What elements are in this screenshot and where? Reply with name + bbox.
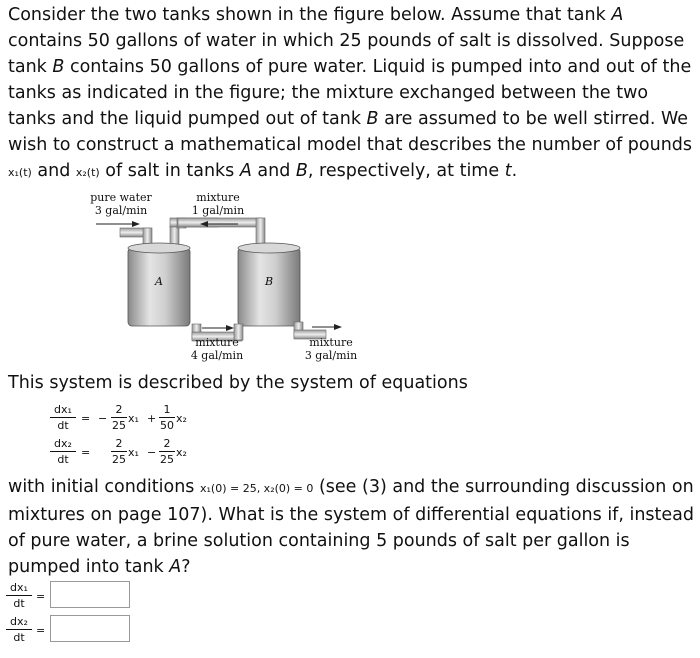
- numerator: dx₂: [10, 615, 28, 628]
- answer-dx2-input[interactable]: [50, 615, 130, 642]
- text-run: contains 50 gallons of water in which 25 pounds of salt is dissolved. Suppose tank: [8, 31, 685, 77]
- text-run: (see (3) and the surrounding discussion on mixtures on page 107). What is the system of differential equations if, instead of pure water, a brine solution containing 5 pounds of salt per gallon is pumped into tank: [8, 477, 694, 577]
- system-sentence: This system is described by the system of equations: [8, 373, 468, 393]
- x2-of-t: x₂(t): [75, 166, 100, 179]
- numerator: dx₁: [10, 581, 28, 594]
- denominator: 25: [112, 419, 126, 432]
- dx1-dt-fraction: [50, 403, 76, 432]
- numerator: 1: [163, 403, 171, 416]
- top-exchange-label-line2: 1 gal/min: [191, 204, 245, 217]
- denominator: dt: [13, 631, 25, 644]
- dx2-dt-fraction: [50, 437, 76, 466]
- inflow-label: [86, 191, 156, 217]
- text-run: Consider the two tanks shown in the figure below. Assume that tank: [8, 5, 612, 25]
- plus-sign: +: [147, 412, 157, 425]
- numerator: dx₁: [54, 403, 72, 416]
- denominator: dt: [57, 453, 69, 466]
- text-run: and: [251, 161, 296, 181]
- coef-1-50: [159, 403, 175, 432]
- text-run: of salt in tanks: [99, 161, 240, 181]
- x2-term: x₂: [176, 446, 187, 459]
- answer-dx1-input[interactable]: [50, 581, 130, 608]
- initial-conditions: x₁(0) = 25, x₂(0) = 0: [199, 482, 314, 495]
- answer-dx1-dt: [6, 581, 32, 610]
- text-run: ?: [181, 557, 191, 577]
- x1-term: x₁: [128, 412, 139, 425]
- x2-term: x₂: [176, 412, 187, 425]
- text-run: contains 50 gallons of pure water. Liquid is pumped into and out of the tanks as indicated in the figure; the mixture exchanged between the two tanks and the liquid pumped out of tank: [8, 57, 692, 129]
- minus-sign: −: [98, 412, 108, 425]
- tank-b-ref: B: [52, 57, 65, 77]
- denominator: 25: [112, 453, 126, 466]
- tank-b-ref: B: [295, 161, 308, 181]
- tank-a-ref: A: [169, 557, 182, 577]
- text-run: are assumed to be well stirred. We wish to construct a mathematical model that describes the number of pounds: [8, 109, 693, 155]
- numerator: dx₂: [54, 437, 72, 450]
- text-run: , respectively, at time: [307, 161, 505, 181]
- problem-statement: [8, 2, 698, 186]
- text-run: with initial conditions: [8, 477, 200, 497]
- outflow-label: [298, 336, 364, 362]
- tank-b-ref: B: [366, 109, 379, 129]
- top-exchange-label: [188, 191, 248, 217]
- coef-2-25: [111, 437, 127, 466]
- outflow-label-line2: 3 gal/min: [304, 349, 358, 362]
- equals-sign: =: [81, 412, 91, 425]
- denominator: dt: [57, 419, 69, 432]
- outflow-arrowhead: [334, 324, 342, 330]
- top-exchange-label-line1: mixture: [196, 191, 240, 204]
- numerator: 2: [163, 437, 171, 450]
- minus-sign: −: [147, 446, 157, 459]
- numerator: 2: [115, 437, 123, 450]
- coef-2-25b: [159, 437, 175, 466]
- tank-a-ref: A: [611, 5, 624, 25]
- bottom-exchange-label: [184, 336, 250, 362]
- denominator: 25: [160, 453, 174, 466]
- equals-sign: =: [36, 590, 46, 603]
- tank-a-label: A: [155, 275, 163, 288]
- bottom-exchange-label-line1: mixture: [195, 336, 239, 349]
- text-run: and: [31, 161, 76, 181]
- tank-b-label: B: [264, 275, 274, 288]
- denominator: 50: [160, 419, 174, 432]
- inflow-label-line2: 3 gal/min: [94, 204, 148, 217]
- followup-question: [8, 474, 698, 580]
- equals-sign: =: [36, 624, 46, 637]
- outflow-label-line1: mixture: [309, 336, 353, 349]
- inflow-arrowhead: [132, 221, 140, 227]
- equals-sign: =: [81, 446, 91, 459]
- coef-2-25: [111, 403, 127, 432]
- time-variable: t: [504, 161, 512, 181]
- x1-term: x₁: [128, 446, 139, 459]
- tank-figure: [80, 186, 380, 366]
- tank-a-ref: A: [239, 161, 252, 181]
- numerator: 2: [115, 403, 123, 416]
- text-run: .: [511, 161, 518, 181]
- denominator: dt: [13, 597, 25, 610]
- bottom-exchange-label-line2: 4 gal/min: [190, 349, 244, 362]
- answer-dx2-dt: [6, 615, 32, 644]
- bottom-exchange-arrowhead: [226, 325, 234, 331]
- x1-of-t: x₁(t): [8, 166, 32, 179]
- inflow-label-line1: pure water: [90, 191, 152, 204]
